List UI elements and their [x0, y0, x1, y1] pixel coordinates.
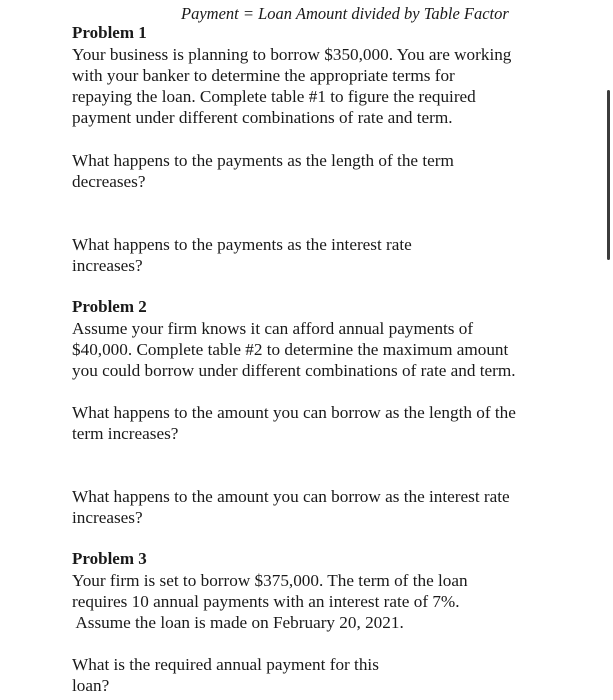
formula-header: Payment = Loan Amount divided by Table Factor: [181, 4, 509, 23]
problem-3-intro: [72, 570, 547, 633]
problem-1-intro: [72, 44, 547, 128]
text-line: increases?: [72, 508, 143, 527]
text-line: Assume your firm knows it can afford annual payments of: [72, 319, 474, 338]
text-line: increases?: [72, 256, 143, 275]
text-line: you could borrow under different combinations of rate and term.: [72, 361, 516, 380]
text-line: Your firm is set to borrow $375,000. The term of the loan: [72, 571, 468, 590]
problem-3-heading: Problem 3: [72, 549, 147, 568]
problem-2-question-1: [72, 402, 547, 444]
problem-2-question-2: [72, 486, 547, 528]
text-line: loan?: [72, 676, 110, 695]
text-line: What happens to the amount you can borrow as the interest rate: [72, 487, 510, 506]
problem-1-question-1: [72, 150, 547, 192]
text-line: $40,000. Complete table #2 to determine the maximum amount: [72, 340, 509, 359]
problem-1-question-2: [72, 234, 547, 276]
text-line: requires 10 annual payments with an interest rate of 7%.: [72, 592, 460, 611]
text-line: with your banker to determine the appropriate terms for: [72, 66, 455, 85]
scrollbar[interactable]: [607, 90, 610, 260]
text-line: What happens to the payments as the length of the term: [72, 151, 454, 170]
text-line: What happens to the payments as the interest rate: [72, 235, 412, 254]
problem-3-question-1: [72, 654, 547, 696]
text-line: What is the required annual payment for this: [72, 655, 379, 674]
problem-2-heading: Problem 2: [72, 297, 147, 316]
text-line: Assume the loan is made on February 20, 2021.: [72, 613, 404, 632]
problem-1-heading: Problem 1: [72, 23, 147, 42]
text-line: repaying the loan. Complete table #1 to figure the required: [72, 87, 476, 106]
text-line: term increases?: [72, 424, 179, 443]
problem-2-intro: [72, 318, 547, 381]
text-line: decreases?: [72, 172, 146, 191]
text-line: Your business is planning to borrow $350,000. You are working: [72, 45, 512, 64]
text-line: What happens to the amount you can borrow as the length of the: [72, 403, 516, 422]
text-line: payment under different combinations of rate and term.: [72, 108, 453, 127]
